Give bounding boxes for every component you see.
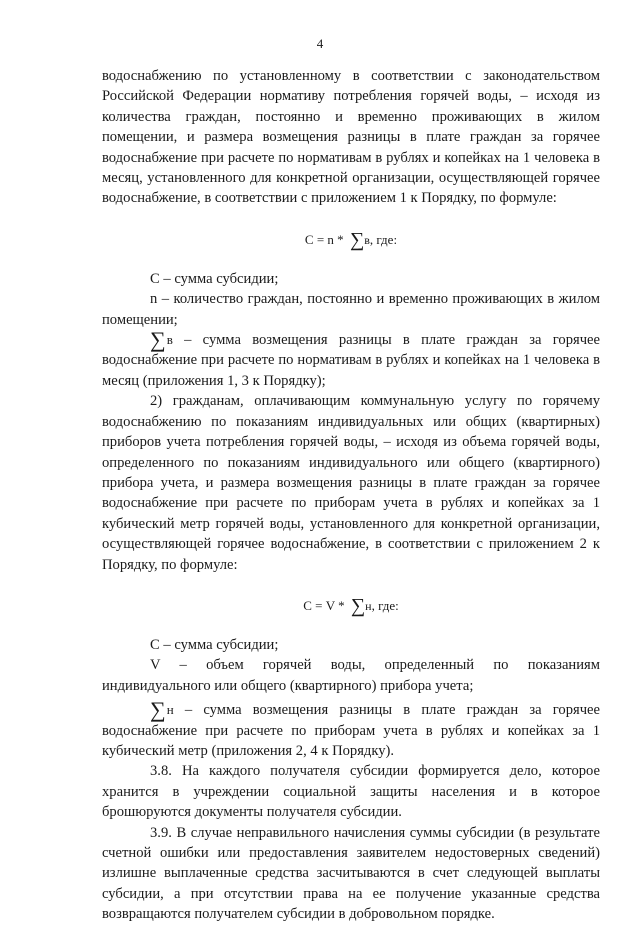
page-number: 4 [316, 36, 324, 51]
definition-n: n – количество граждан, постоянно и временно проживающих в жилом помещении; [102, 291, 600, 328]
sigma-symbol: ∑ [150, 697, 166, 723]
sigma-symbol: ∑ [150, 327, 166, 353]
paragraph-continuation: водоснабжению по установленному в соответствии с законодательством Российской Федерации нормативу потребления горячей воды, – исходя из количества граждан, постоянно и временно проживающих в жилом помещении, и размера возмещения разницы в плате граждан за горячее водоснабжение при расчете по нормативам в рублях и копейках на 1 человека в месяц, установленного для конкретной организации, осуществляющей горячее водоснабжение, в соответствии с приложением 1 к Порядку, по формуле: [102, 68, 600, 207]
paragraph-3-9: 3.9. В случае неправильного начисления суммы субсидии (в результате счетной ошибки или предоставления заявителем недостоверных сведений) излишне выплаченные средства засчитываются в счет следующей выплаты субсидии, а при отсутствии права на ее получение указанные средства возвращаются получателем субсидии в добровольном порядке. [102, 824, 600, 923]
sigma-sub: н [166, 702, 174, 718]
sigma-symbol: ∑ [349, 228, 365, 251]
formula-2-tail: , где: [371, 597, 399, 613]
paragraph-2: 2) гражданам, оплачивающим коммунальную услугу по горячему водоснабжению по показаниям индивидуальных или общих (квартирных) приборов учета потребления горячей воды, – исходя из объема горячей воды, определенного по показаниям индивидуального или общего (квартирного) прибора учета, и размера возмещения разницы в плате граждан за горячее водоснабжение при расчете по приборам учета в рублях и копейках за 1 кубический метр горячей воды, установленного для конкретной организации, осуществляющей горячее водоснабжение, в соответствии с приложением 2 к Порядку, по формуле: [102, 393, 600, 573]
formula-1 [102, 229, 600, 251]
definition-sigma-v [102, 327, 600, 391]
formula-1-sub: в [364, 232, 370, 247]
sigma-symbol: ∑ [350, 594, 366, 617]
sigma-sub: в [166, 332, 173, 348]
document-body [102, 66, 600, 925]
definition-sigma-n-text: – сумма возмещения разницы в плате граждан за горячее водоснабжение при расчете по приборам учета в рублях и копейках за 1 кубический метр (приложения 2, 4 к Порядку). [102, 702, 600, 759]
formula-1-tail: , где: [369, 231, 398, 247]
formula-2-left: С = V * [303, 597, 345, 613]
definition-c: С – сумма субсидии; [150, 270, 279, 287]
formula-1-left: С = n * [304, 231, 344, 247]
definition-c-2: С – сумма субсидии; [150, 636, 279, 653]
formula-2 [102, 595, 600, 617]
formula-2-sub: н [365, 598, 372, 613]
definition-sigma-v-text: – сумма возмещения разницы в плате граждан за горячее водоснабжение при расчете по нормативам в рублях и копейках на 1 человека в месяц (приложения 1, 3 к Порядку); [102, 332, 600, 389]
definition-sigma-n [102, 697, 600, 761]
definition-v: V – объем горячей воды, определенный по показаниям индивидуального или общего (квартирного) прибора учета; [102, 657, 600, 694]
paragraph-3-8: 3.8. На каждого получателя субсидии формируется дело, которое хранится в учреждении социальной защиты населения и в которое брошюруются документы получателя субсидии. [102, 763, 600, 821]
